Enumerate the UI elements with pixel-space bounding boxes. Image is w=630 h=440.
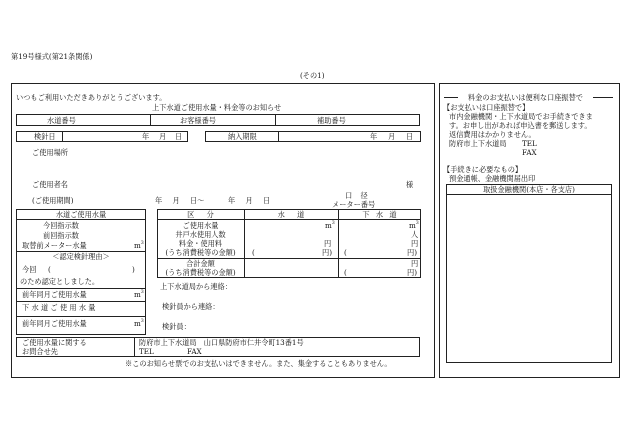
- notice-title: 上下水道ご使用水量・料金等のお知らせ: [152, 103, 282, 112]
- close-paren: ): [132, 265, 135, 274]
- meter-caliber-label: 口 径: [345, 191, 368, 200]
- due-date-label: 納入期限: [228, 132, 257, 141]
- form-number: 第19号様式(第21条関係): [11, 52, 93, 61]
- row-well-people: 井戸水使用人数: [175, 230, 226, 239]
- sewer-yen: 円: [411, 239, 419, 248]
- due-unit-day: 日: [406, 132, 414, 141]
- open-paren: (: [48, 265, 51, 274]
- row-usage: ご使用水量: [182, 221, 219, 230]
- m3-unit: $m^3$: [134, 290, 144, 299]
- user-name-label: ご使用者名: [32, 180, 68, 189]
- current-reading-label: 今回指示数: [43, 221, 79, 230]
- bank-box: [446, 184, 612, 363]
- id-row: [16, 114, 420, 126]
- section2-items: 預金通帳、金融機関届出印: [449, 174, 536, 183]
- address-label: ご使用場所: [32, 148, 68, 157]
- reader-label: 検針員：: [162, 322, 191, 331]
- date-unit-year: 年: [142, 132, 150, 141]
- sewer-m3: $m^3$: [409, 221, 419, 230]
- total-tax-open: (: [344, 268, 347, 277]
- prev-year-usage-2: 前年同月ご使用水量: [22, 319, 87, 328]
- page-label: (その1): [300, 71, 325, 80]
- col-water: 水 道: [277, 210, 305, 219]
- meter-before-replace-label: 取替前メーター水量: [22, 241, 87, 250]
- inquiry-tel: TEL: [139, 347, 154, 356]
- date-unit-month: 月: [159, 132, 167, 141]
- customer-number-label: お客様番号: [180, 116, 216, 125]
- period-from: 年 月 日～: [155, 196, 205, 205]
- period-to: 年 月 日: [228, 196, 271, 205]
- col-category: 区 分: [187, 210, 214, 219]
- water-m3: $m^3$: [325, 221, 335, 230]
- inspection-date-label: 検針日: [34, 132, 56, 141]
- this-time-label: 今回: [22, 265, 37, 274]
- inquiry-label-1: ご使用水量に関する: [22, 338, 87, 347]
- footer-note: ※このお知らせ票でのお支払いはできません。また、集金することもありません。: [125, 359, 392, 368]
- row-tax: (うち消費税等の金額): [165, 248, 236, 257]
- section2-title: 【手続きに必要なもの】: [443, 165, 523, 174]
- side-header: 料金のお支払いは便利な口座振替で: [467, 93, 583, 102]
- sewer-usage-label: 下 水 道 ご 使 用 水 量: [22, 303, 96, 312]
- recognized-text: のため認定としました。: [20, 277, 100, 286]
- total-tax-close: 円): [407, 268, 417, 277]
- m3-unit: $m^3$: [134, 319, 144, 328]
- greeting: いつもご利用いただきありがとうございます。: [16, 93, 167, 102]
- row-fee: 料金・使用料: [178, 239, 223, 248]
- inquiry-org: 防府市上下水道局 山口県防府市仁井令町13番1号: [139, 338, 304, 347]
- bank-header: 取扱金融機関(本店・各支店): [483, 185, 575, 194]
- meter-number-label: メーター番号: [332, 200, 376, 209]
- water-tax-open: (: [252, 248, 255, 257]
- m3-unit: $m^3$: [134, 241, 144, 250]
- total-tax-label: (うち消費税等の金額): [165, 268, 236, 277]
- water-number-label: 水道番号: [47, 116, 76, 125]
- water-tax-close: 円): [322, 248, 332, 257]
- section1-title: 【お支払いは口座振替で】: [443, 103, 530, 112]
- sewer-tax-close: 円): [407, 248, 417, 257]
- due-unit-year: 年: [370, 132, 378, 141]
- contact-from-reader: 検針員から連絡：: [162, 302, 220, 311]
- section1-org: 防府市上下水道局: [449, 139, 507, 148]
- water-yen: 円: [324, 239, 332, 248]
- inquiry-fax: FAX: [187, 347, 202, 356]
- side-tel: TEL: [522, 139, 537, 148]
- due-unit-month: 月: [388, 132, 396, 141]
- sewer-tax-open: (: [344, 248, 347, 257]
- honorific: 様: [406, 180, 414, 189]
- sub-number-label: 補助番号: [317, 116, 346, 125]
- total-label: 合計金額: [186, 259, 215, 268]
- previous-reading-label: 前回指示数: [43, 231, 79, 240]
- prev-year-usage-1: 前年同月ご使用水量: [22, 290, 87, 299]
- date-unit-day: 日: [175, 132, 183, 141]
- recognition-header: ＜認定検針理由＞: [52, 252, 110, 261]
- inquiry-label-2: お問合せ先: [22, 347, 58, 356]
- section1-line-1: 市内金融機関・上下水道局でお手続きできま: [449, 112, 593, 121]
- section1-line-2: す。お申し出があれば申込書を郵送します。: [449, 121, 592, 130]
- usage-box-header: 水道ご使用水量: [55, 210, 107, 219]
- sewer-people: 人: [411, 230, 419, 239]
- col-sewer: 下 水 道: [362, 210, 397, 219]
- contact-from-utility: 上下水道局から連絡：: [160, 282, 232, 291]
- side-fax: FAX: [522, 148, 537, 157]
- section1-line-3: 返信費用はかかりません。: [449, 130, 536, 139]
- total-yen: 円: [411, 259, 419, 268]
- period-label: (ご使用期間): [32, 196, 74, 205]
